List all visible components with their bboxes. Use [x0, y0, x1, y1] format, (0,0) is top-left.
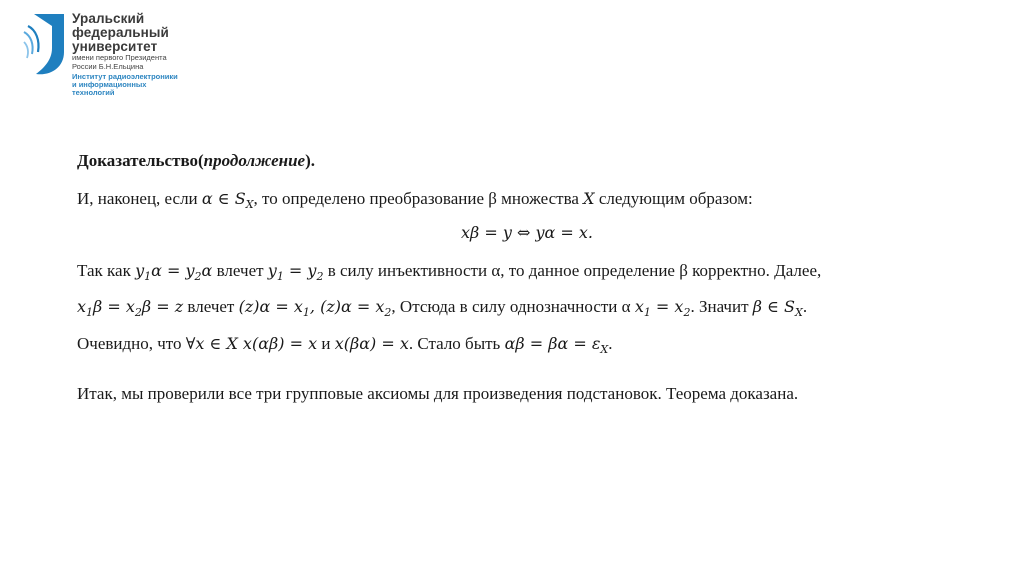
math: x(βα) = x: [334, 333, 409, 353]
math: [201, 189, 254, 212]
logo-line-2: федеральный: [72, 25, 169, 40]
math-text: x: [634, 297, 644, 317]
text: И, наконец, если: [77, 189, 202, 208]
math: [135, 261, 213, 284]
math: X: [583, 189, 595, 208]
math-sub: 2: [384, 306, 392, 320]
logo-line-1: Уральский: [72, 11, 145, 26]
math-sub: 1: [144, 270, 152, 284]
math-text: = x: [650, 297, 684, 317]
math: [504, 333, 609, 356]
math: [77, 297, 184, 320]
heading-main: Доказательство(: [77, 151, 204, 170]
text: Очевидно, что: [77, 333, 186, 353]
text: влечет: [183, 297, 239, 317]
logo-institute-1: Институт радиоэлектроники: [72, 72, 178, 81]
text: Так как: [77, 261, 136, 281]
math-text: α: [201, 261, 213, 281]
math-text: β = x: [93, 297, 135, 317]
logo-text: [72, 12, 178, 97]
text: . Значит: [690, 297, 753, 317]
math-text: y: [135, 261, 145, 281]
math: ∀x ∈ X x(αβ) = x: [185, 333, 318, 353]
math-text: β ∈ S: [752, 297, 795, 317]
math-sub: 2: [683, 306, 691, 320]
conclusion: Итак, мы проверили все три групповые аксиомы для произведения подстановок. Теорема доказана.: [77, 383, 799, 403]
math: [634, 297, 691, 320]
math-sub: X: [795, 306, 803, 320]
math-text: α = y: [151, 261, 195, 281]
logo-sub-2: России Б.Н.Ельцина: [72, 61, 144, 71]
heading-end: ).: [305, 151, 316, 170]
math-text: (z)α = x: [238, 297, 303, 317]
logo-institute-3: технологий: [72, 88, 115, 97]
math-sub: 1: [643, 306, 651, 320]
math-text: α ∈ S: [201, 189, 246, 208]
math-text: αβ = βα = ε: [504, 333, 601, 353]
math-text: , (z)α = x: [309, 297, 385, 317]
heading-italic: продолжение: [203, 151, 306, 170]
math-sub: 1: [86, 306, 94, 320]
paragraph-2-line-1: [77, 260, 977, 288]
urfu-emblem-icon: [22, 12, 66, 78]
math-sub: 2: [316, 270, 324, 284]
math-sub: 2: [194, 270, 202, 284]
text: следующим образом:: [594, 189, 753, 208]
proof-heading: [77, 150, 977, 172]
math-text: x: [77, 297, 87, 317]
definition-formula: xβ = y ⇔ yα = x.: [461, 223, 593, 243]
university-logo: [22, 10, 222, 110]
logo-sub-1: имени первого Президента: [72, 53, 167, 62]
text: .: [608, 333, 613, 353]
paragraph-2-line-2: [77, 296, 977, 324]
math-sub: X: [600, 342, 609, 356]
math-sub: X: [245, 198, 254, 212]
math-sub: 1: [276, 270, 284, 284]
paragraph-2-line-3: [77, 333, 977, 361]
text: , то определено преобразование β множества: [253, 189, 584, 208]
math-text: y: [267, 261, 277, 281]
math-sub: 1: [302, 306, 310, 320]
text: .: [802, 297, 808, 317]
math: [238, 297, 392, 320]
paragraph-1: [77, 188, 977, 216]
math: [752, 297, 803, 320]
text: и: [317, 333, 335, 353]
text: в силу инъективности α, то данное определение β корректно. Далее,: [323, 261, 822, 281]
text: . Стало быть: [408, 333, 505, 353]
text: влечет: [212, 261, 268, 281]
logo-institute-2: и информационных: [72, 80, 147, 89]
logo-line-3: университет: [72, 39, 158, 54]
slide-content: [77, 150, 977, 405]
math-sub: 2: [134, 306, 142, 320]
math-text: = y: [283, 261, 317, 281]
text: , Отсюда в силу однозначности α: [391, 297, 635, 317]
math: [267, 261, 324, 284]
math-text: β = z: [141, 297, 184, 317]
